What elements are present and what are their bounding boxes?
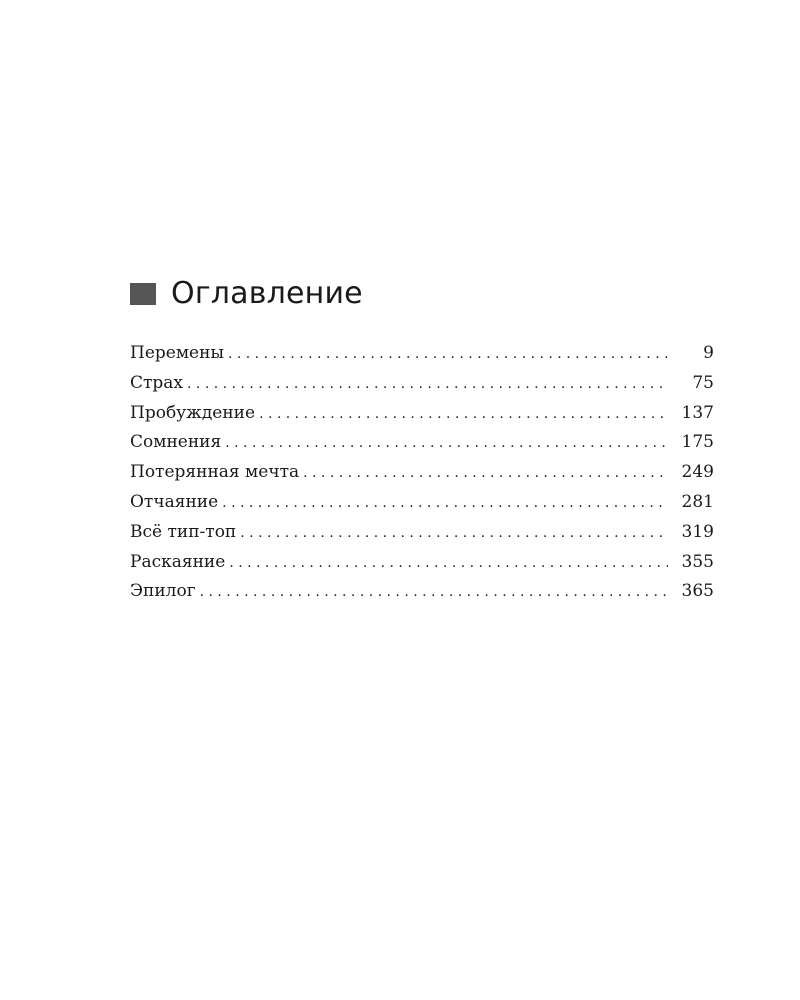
toc-entry[interactable]: [130, 488, 714, 518]
toc-entry-page: 365: [681, 581, 714, 602]
toc-entry[interactable]: [130, 369, 714, 399]
toc-list: [130, 339, 714, 607]
toc-entry-title: Страх: [130, 372, 184, 393]
toc-entry[interactable]: [130, 458, 714, 488]
heading-square-marker: [130, 283, 156, 305]
toc-entry-title: Эпилог: [130, 581, 196, 602]
toc-entry-page: 355: [681, 551, 714, 572]
toc-entry[interactable]: [130, 577, 714, 607]
toc-dot-leader: [229, 549, 668, 579]
toc-entry[interactable]: [130, 548, 714, 578]
table-of-contents: [130, 277, 714, 607]
toc-dot-leader: [225, 429, 668, 459]
toc-entry-title: Сомнения: [130, 432, 222, 453]
toc-entry-title: Всё тип-топ: [130, 521, 237, 542]
page-title: Оглавление: [171, 276, 363, 311]
toc-entry-title: Отчаяние: [130, 491, 219, 512]
toc-heading: [130, 277, 714, 311]
toc-entry[interactable]: [130, 399, 714, 429]
toc-entry[interactable]: [130, 428, 714, 458]
toc-entry-page: 175: [681, 432, 714, 453]
toc-dot-leader: [222, 489, 668, 519]
toc-entry[interactable]: [130, 518, 714, 548]
toc-entry-page: 137: [681, 402, 714, 423]
toc-entry-title: Пробуждение: [130, 402, 256, 423]
toc-entry-title: Раскаяние: [130, 551, 226, 572]
toc-dot-leader: [240, 519, 668, 549]
toc-entry-page: 249: [681, 462, 714, 483]
toc-entry-title: Потерянная мечта: [130, 462, 300, 483]
toc-dot-leader: [259, 400, 668, 430]
toc-entry-title: Перемены: [130, 343, 224, 363]
toc-dot-leader: [228, 340, 668, 370]
toc-dot-leader: [200, 578, 668, 608]
toc-entry-page: 281: [681, 491, 714, 512]
toc-entry-page: 75: [692, 372, 714, 393]
toc-dot-leader: [303, 459, 668, 489]
toc-entry-page: 9: [703, 343, 714, 363]
toc-dot-leader: [187, 370, 668, 400]
toc-entry-page: 319: [681, 521, 714, 542]
toc-entry[interactable]: [130, 339, 714, 369]
